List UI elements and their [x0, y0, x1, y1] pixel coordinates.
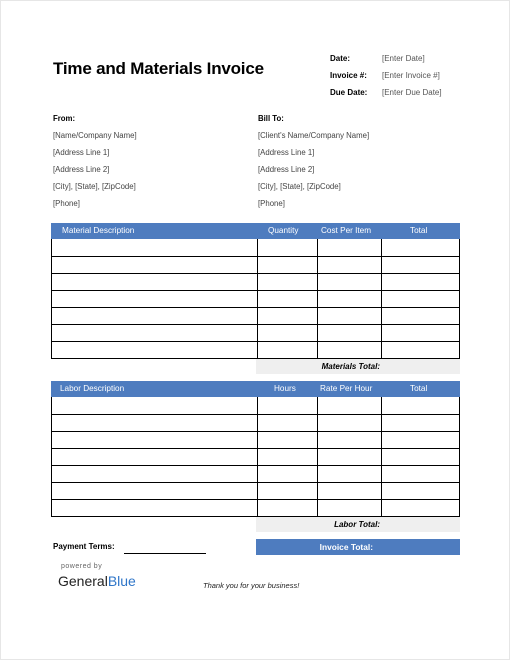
hours-cell[interactable]: [257, 397, 317, 414]
hours-cell[interactable]: [257, 432, 317, 448]
total-cell[interactable]: [381, 342, 459, 358]
cost-cell[interactable]: [317, 239, 381, 256]
material-description-cell[interactable]: [52, 291, 257, 307]
from-phone-field[interactable]: [Phone]: [53, 199, 80, 208]
invoice-number-field[interactable]: [Enter Invoice #]: [382, 71, 440, 80]
rate-cell[interactable]: [317, 397, 381, 414]
labor-total-column-header: Total: [410, 384, 428, 393]
materials-total-column-header: Total: [410, 226, 428, 235]
quantity-cell[interactable]: [257, 291, 317, 307]
bill-to-address1-field[interactable]: [Address Line 1]: [258, 148, 315, 157]
hours-cell[interactable]: [257, 415, 317, 431]
bill-to-city-field[interactable]: [City], [State], [ZipCode]: [258, 182, 341, 191]
labor-total-label: Labor Total:: [334, 520, 380, 529]
quantity-cell[interactable]: [257, 342, 317, 358]
labor-description-cell[interactable]: [52, 449, 257, 465]
from-name-field[interactable]: [Name/Company Name]: [53, 131, 137, 140]
payment-terms-label: Payment Terms:: [53, 542, 115, 551]
materials-total-label: Materials Total:: [321, 362, 380, 371]
table-row: [52, 239, 459, 256]
table-row: [52, 499, 459, 516]
from-section: [53, 114, 137, 216]
from-city-field[interactable]: [City], [State], [ZipCode]: [53, 182, 136, 191]
table-row: [52, 324, 459, 341]
hours-cell[interactable]: [257, 449, 317, 465]
from-heading: From:: [53, 114, 76, 123]
labor-description-header: Labor Description: [60, 384, 125, 393]
cost-cell[interactable]: [317, 291, 381, 307]
material-description-cell[interactable]: [52, 342, 257, 358]
total-cell[interactable]: [381, 415, 459, 431]
rate-cell[interactable]: [317, 500, 381, 516]
labor-description-cell[interactable]: [52, 415, 257, 431]
table-row: [52, 256, 459, 273]
materials-table-header: [51, 223, 460, 239]
total-cell[interactable]: [381, 432, 459, 448]
quantity-header: Quantity: [268, 226, 299, 235]
table-row: [52, 307, 459, 324]
table-row: [52, 414, 459, 431]
total-cell[interactable]: [381, 397, 459, 414]
total-cell[interactable]: [381, 466, 459, 482]
material-description-cell[interactable]: [52, 325, 257, 341]
total-cell[interactable]: [381, 308, 459, 324]
logo-general-text: General: [58, 573, 108, 589]
date-label: Date:: [330, 54, 351, 63]
labor-description-cell[interactable]: [52, 466, 257, 482]
date-field[interactable]: [Enter Date]: [382, 54, 425, 63]
table-row: [52, 341, 459, 358]
total-cell[interactable]: [381, 239, 459, 256]
material-description-cell[interactable]: [52, 257, 257, 273]
quantity-cell[interactable]: [257, 308, 317, 324]
hours-cell[interactable]: [257, 466, 317, 482]
total-cell[interactable]: [381, 291, 459, 307]
table-row: [52, 431, 459, 448]
invoice-meta: [330, 50, 442, 101]
total-cell[interactable]: [381, 483, 459, 499]
bill-to-address2-field[interactable]: [Address Line 2]: [258, 165, 315, 174]
quantity-cell[interactable]: [257, 274, 317, 290]
thank-you-note: Thank you for your business!: [203, 581, 300, 590]
invoice-number-label: Invoice #:: [330, 71, 367, 80]
from-address1-field[interactable]: [Address Line 1]: [53, 148, 110, 157]
bill-to-name-field[interactable]: [Client's Name/Company Name]: [258, 131, 370, 140]
labor-table: [51, 397, 460, 517]
table-row: [52, 290, 459, 307]
invoice-number-row: [330, 67, 442, 84]
cost-cell[interactable]: [317, 308, 381, 324]
invoice-total-row: [256, 539, 460, 555]
date-row: [330, 50, 442, 67]
hours-header: Hours: [274, 384, 296, 393]
rate-cell[interactable]: [317, 432, 381, 448]
from-address2-field[interactable]: [Address Line 2]: [53, 165, 110, 174]
hours-cell[interactable]: [257, 483, 317, 499]
cost-cell[interactable]: [317, 274, 381, 290]
table-row: [52, 482, 459, 499]
total-cell[interactable]: [381, 449, 459, 465]
quantity-cell[interactable]: [257, 239, 317, 256]
labor-description-cell[interactable]: [52, 483, 257, 499]
cost-cell[interactable]: [317, 342, 381, 358]
materials-table: [51, 239, 460, 359]
hours-cell[interactable]: [257, 500, 317, 516]
total-cell[interactable]: [381, 274, 459, 290]
total-cell[interactable]: [381, 325, 459, 341]
material-description-cell[interactable]: [52, 239, 257, 256]
material-description-header: Material Description: [62, 226, 135, 235]
rate-cell[interactable]: [317, 466, 381, 482]
cost-per-item-header: Cost Per Item: [321, 226, 372, 235]
labor-description-cell[interactable]: [52, 432, 257, 448]
rate-cell[interactable]: [317, 449, 381, 465]
generalblue-logo: [58, 573, 136, 589]
cost-cell[interactable]: [317, 325, 381, 341]
quantity-cell[interactable]: [257, 257, 317, 273]
rate-per-hour-header: Rate Per Hour: [320, 384, 373, 393]
rate-cell[interactable]: [317, 415, 381, 431]
material-description-cell[interactable]: [52, 308, 257, 324]
total-cell[interactable]: [381, 257, 459, 273]
table-row: [52, 448, 459, 465]
bill-to-phone-field[interactable]: [Phone]: [258, 199, 285, 208]
total-cell[interactable]: [381, 500, 459, 516]
quantity-cell[interactable]: [257, 325, 317, 341]
rate-cell[interactable]: [317, 483, 381, 499]
due-date-row: [330, 84, 442, 101]
bill-to-heading: Bill To:: [258, 114, 284, 123]
invoice-title: Time and Materials Invoice: [53, 59, 264, 78]
table-row: [52, 273, 459, 290]
labor-table-header: [51, 381, 460, 397]
logo-blue-text: Blue: [107, 573, 136, 589]
due-date-field[interactable]: [Enter Due Date]: [382, 88, 442, 97]
invoice-total-label: Invoice Total:: [319, 542, 373, 552]
cost-cell[interactable]: [317, 257, 381, 273]
due-date-label: Due Date:: [330, 88, 368, 97]
materials-total-row: [256, 359, 460, 374]
powered-by-text: powered by: [61, 563, 103, 570]
labor-total-row: [256, 517, 460, 532]
labor-description-cell[interactable]: [52, 397, 257, 414]
payment-terms-field[interactable]: [124, 553, 206, 554]
labor-description-cell[interactable]: [52, 500, 257, 516]
material-description-cell[interactable]: [52, 274, 257, 290]
table-row: [52, 397, 459, 414]
table-row: [52, 465, 459, 482]
bill-to-section: [258, 114, 369, 216]
